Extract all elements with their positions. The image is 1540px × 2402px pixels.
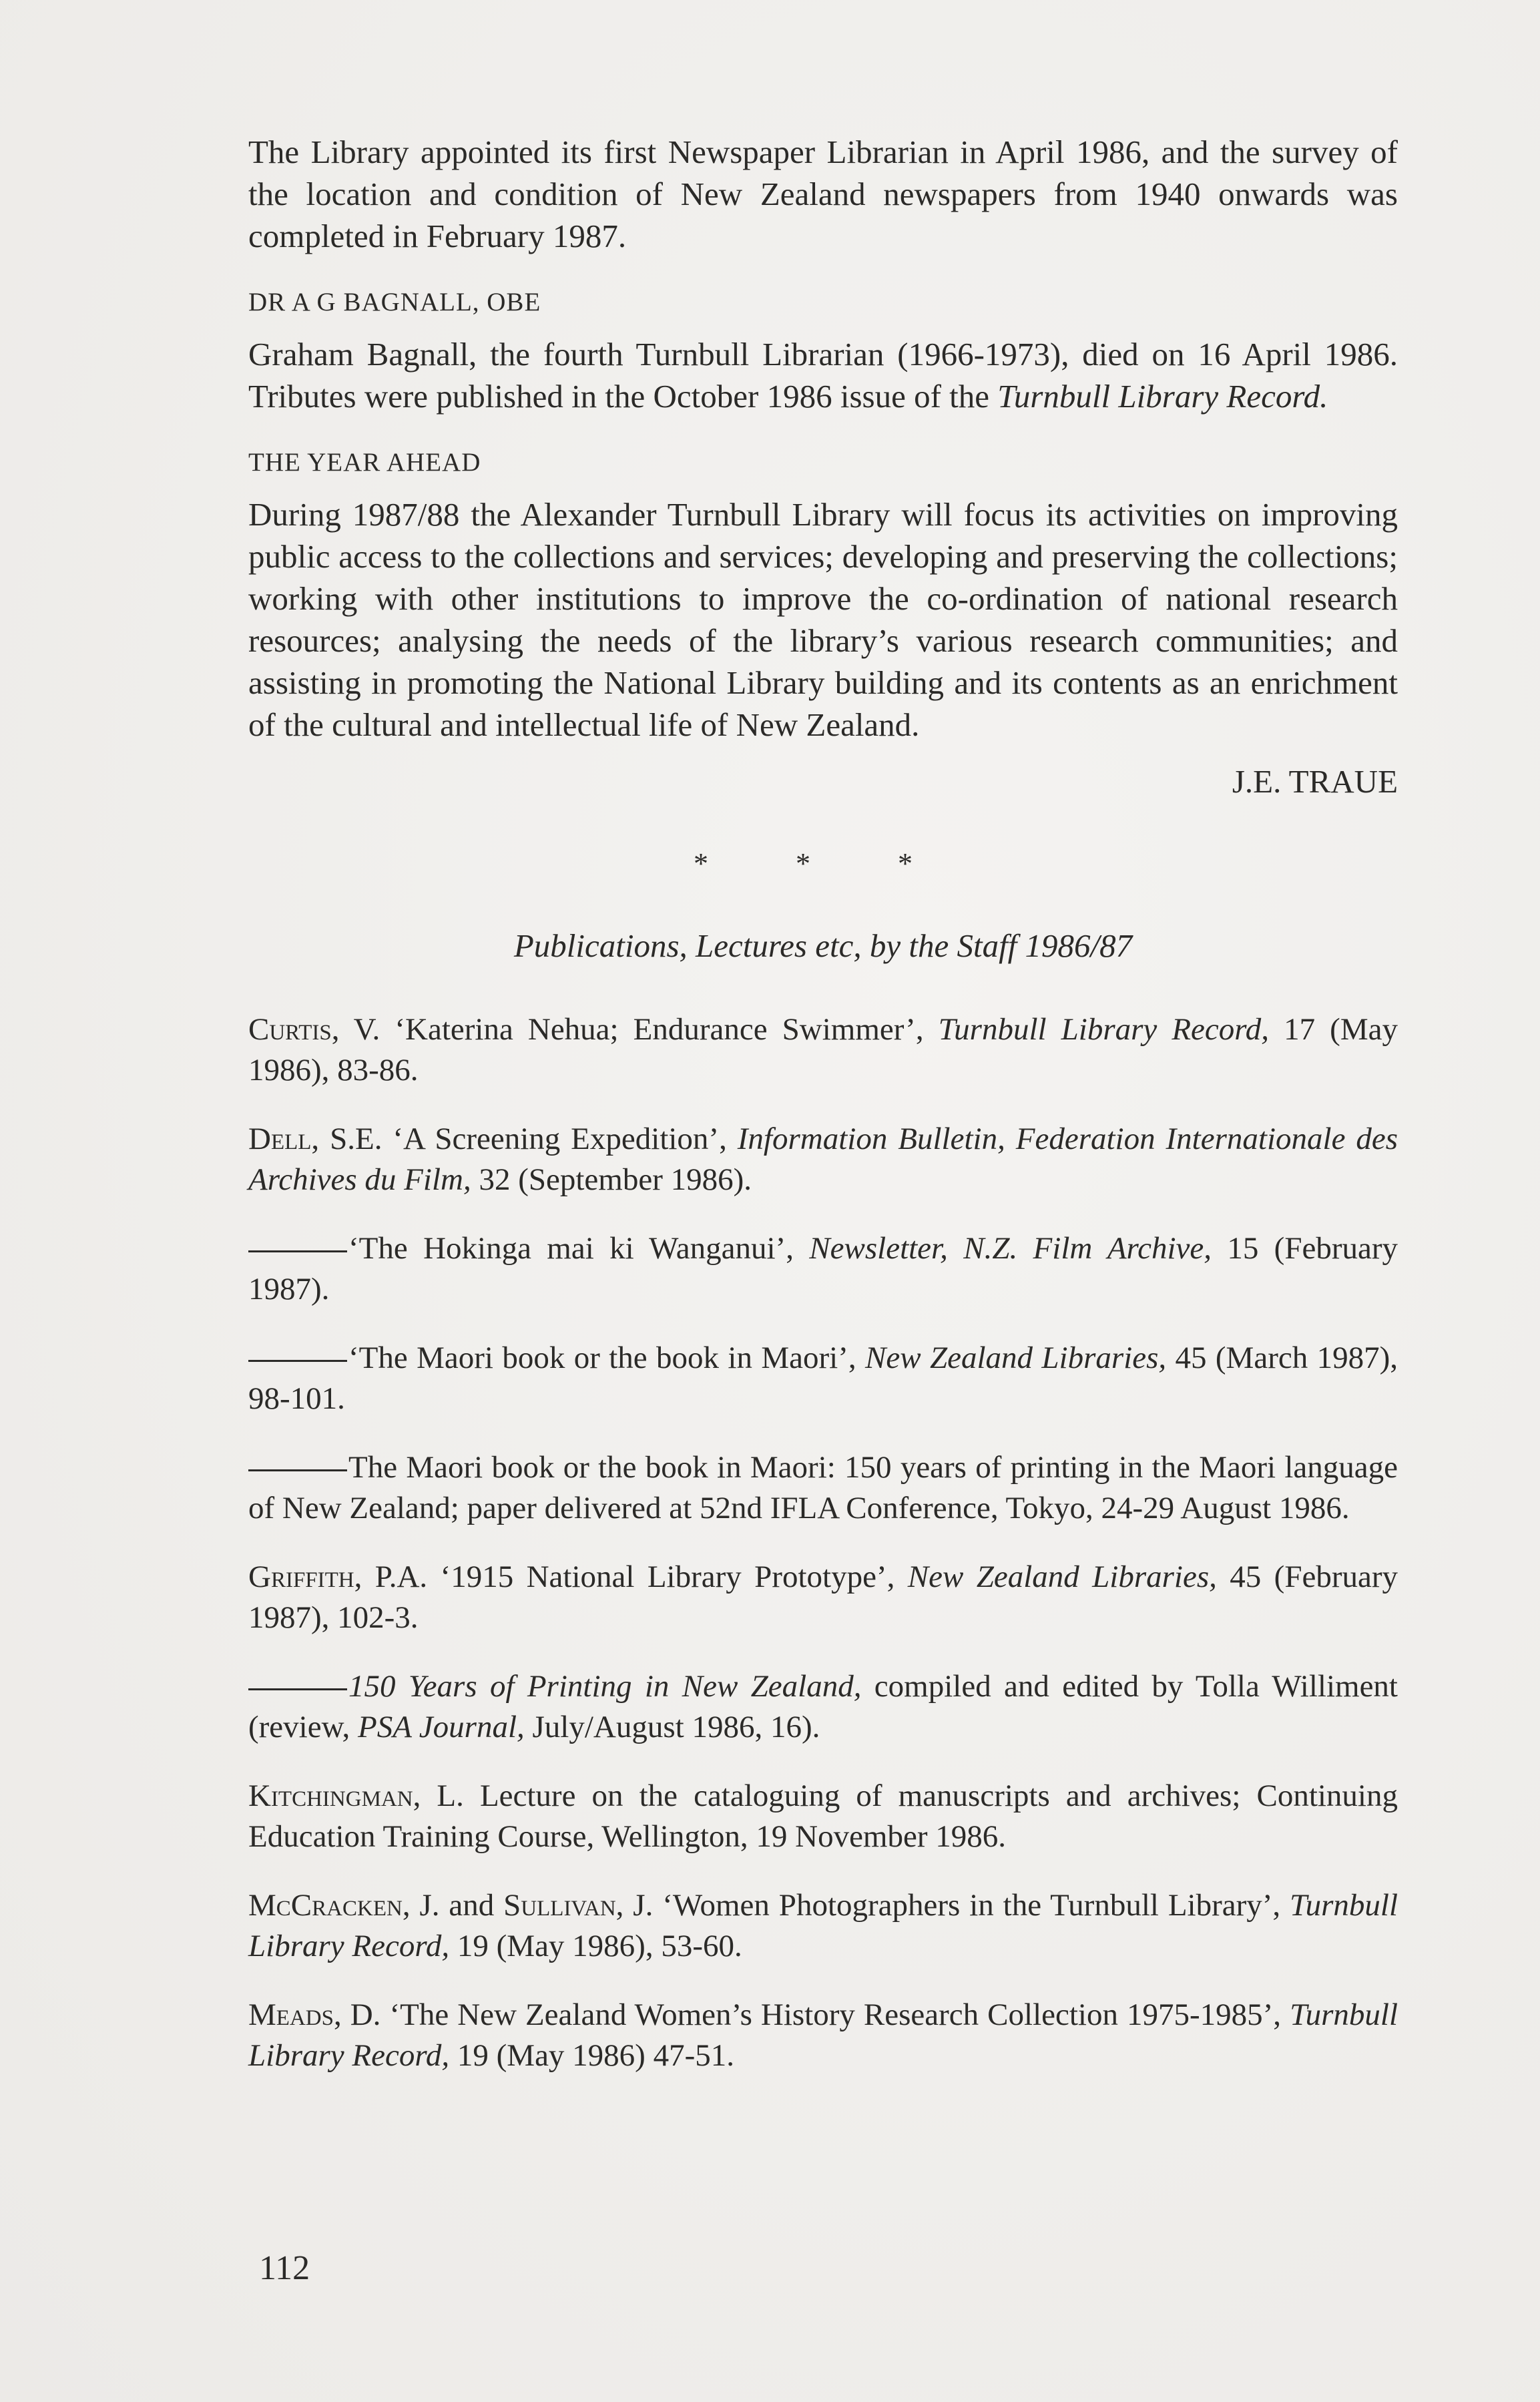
entry-author: Kitchingman, L. [248, 1778, 464, 1813]
entry-source: Information Bulletin, Federation Internationale des Archives du Film, [248, 1122, 1398, 1197]
entry-author: Griffith, P.A. [248, 1559, 428, 1594]
publication-entry [248, 1776, 1398, 1857]
publication-entry [248, 1666, 1398, 1748]
entry-text: ‘The Hokinga mai ki Wanganui’, [348, 1231, 810, 1266]
entry-source-2: PSA Journal, [357, 1710, 525, 1744]
section-separator: * * * [694, 847, 953, 880]
entry-details: 32 (September 1986). [471, 1162, 752, 1197]
entry-source: 150 Years of Printing in New Zealand, [348, 1669, 862, 1704]
entry-details: 15 (February 1987). [248, 1231, 1398, 1306]
ditto-dash [248, 1688, 347, 1690]
ditto-dash [248, 1360, 347, 1362]
entry-source: New Zealand Libraries, [907, 1559, 1217, 1594]
bagnall-journal-title: Turnbull Library Record. [997, 378, 1328, 415]
signature: J.E. TRAUE [1232, 763, 1398, 800]
year-ahead-heading: THE YEAR AHEAD [248, 448, 481, 477]
entry-text: ‘Katerina Nehua; Endurance Swimmer’, [380, 1012, 939, 1047]
entry-source: Turnbull Library Record, [938, 1012, 1270, 1047]
entry-details: 45 (March 1987), 98-101. [248, 1341, 1398, 1416]
entry-details: 17 (May 1986), 83-86. [248, 1012, 1398, 1088]
bagnall-text: Graham Bagnall, the fourth Turnbull Librarian (1966-1973), died on 16 April 1986. Tributes were published in the October 1986 issue of the [248, 336, 1398, 415]
entry-source: Newsletter, N.Z. Film Archive, [809, 1231, 1212, 1266]
text-column [248, 131, 1398, 2104]
entry-text: ‘1915 National Library Prototype’, [427, 1559, 908, 1594]
entry-source: Turnbull Library Record, [248, 1888, 1398, 1963]
publication-entry [248, 1119, 1398, 1200]
bagnall-paragraph [248, 333, 1398, 417]
intro-paragraph: The Library appointed its first Newspaper Librarian in April 1986, and the survey of the location and condition of New Zealand newspapers from 1940 onwards was completed in February 1987. [248, 134, 1398, 254]
entry-text: ‘A Screening Expedition’, [382, 1122, 738, 1156]
ditto-dash [248, 1250, 347, 1252]
publications-heading: Publications, Lectures etc, by the Staff 1986/87 [513, 927, 1133, 964]
entry-text: ‘The New Zealand Women’s History Research Collection 1975-1985’, [380, 1997, 1290, 2032]
entry-text: Lecture on the cataloguing of manuscripts and archives; Continuing Education Training Course, Wellington, 19 November 1986. [248, 1778, 1398, 1854]
publication-entry [248, 1338, 1398, 1419]
publication-entry [248, 1447, 1398, 1529]
entry-author: McCracken, J. [248, 1888, 440, 1923]
publication-entry [248, 1557, 1398, 1638]
entry-author-2: Sullivan, J. [503, 1888, 654, 1923]
publication-entry [248, 1009, 1398, 1091]
page-number: 112 [259, 2249, 310, 2287]
entry-details: 19 (May 1986) 47-51. [449, 2038, 734, 2073]
entry-source: New Zealand Libraries, [865, 1341, 1167, 1375]
entry-text: compiled and edited by Tolla Williment (review, [248, 1669, 1398, 1744]
publication-entry [248, 1228, 1398, 1310]
entry-details: 45 (February 1987), 102-3. [248, 1559, 1398, 1635]
entry-details: July/August 1986, 16). [524, 1710, 820, 1744]
year-ahead-paragraph: During 1987/88 the Alexander Turnbull Library will focus its activities on improving public access to the collections and services; developing and preserving the collections; working with other institutions to improve the co-ordination of national research resources; analysing the needs of the library’s various research communities; and assisting in promoting the National Library building and its contents as an enrichment of the cultural and intellectual life of New Zealand. [248, 496, 1398, 743]
entry-details: 19 (May 1986), 53-60. [449, 1929, 742, 1963]
entry-source: Turnbull Library Record, [248, 1997, 1398, 2073]
entry-author: Curtis, V. [248, 1012, 380, 1047]
entry-author: Meads, D. [248, 1997, 381, 2032]
entry-text: ‘Women Photographers in the Turnbull Library’, [653, 1888, 1290, 1923]
publication-entry [248, 1995, 1398, 2076]
publication-entry [248, 1885, 1398, 1967]
entry-author: Dell, S.E. [248, 1122, 382, 1156]
ditto-dash [248, 1469, 347, 1471]
entry-conjunction: and [439, 1888, 504, 1923]
entry-text: The Maori book or the book in Maori: 150 years of printing in the Maori language of New Zealand; paper delivered at 52nd IFLA Conference, Tokyo, 24-29 August 1986. [248, 1450, 1398, 1525]
entry-text: ‘The Maori book or the book in Maori’, [348, 1341, 866, 1375]
bagnall-heading: DR A G BAGNALL, OBE [248, 288, 541, 316]
